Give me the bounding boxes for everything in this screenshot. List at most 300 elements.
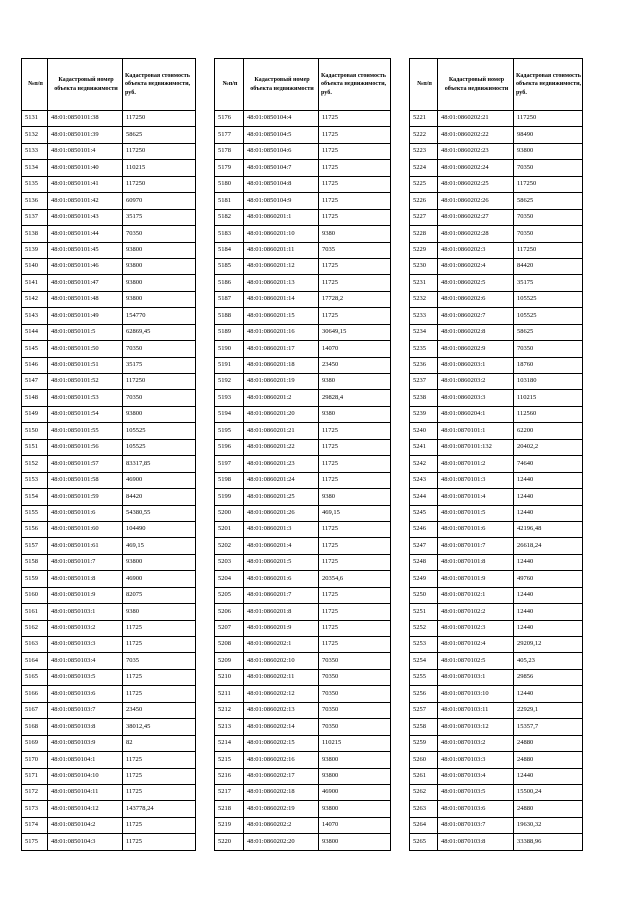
header-cadastral-cost: Кадастровая стоимость объекта недвижимости, руб. (514, 59, 583, 111)
cadastral-number: 48:01:0860201:4 (244, 538, 319, 554)
cadastral-cost: 105525 (514, 308, 583, 324)
cadastral-cost: 70350 (123, 390, 196, 406)
cadastral-cost: 11725 (123, 817, 196, 833)
cadastral-number: 48:01:0860201:20 (244, 406, 319, 422)
table-row (410, 505, 583, 521)
cadastral-number: 48:01:0860201:23 (244, 456, 319, 472)
row-number: 5190 (215, 341, 244, 357)
row-number: 5131 (22, 111, 48, 127)
row-number: 5132 (22, 127, 48, 143)
table-row (215, 801, 391, 817)
cadastral-cost: 11725 (319, 456, 391, 472)
row-number: 5169 (22, 735, 48, 751)
row-number: 5265 (410, 834, 438, 850)
row-number: 5243 (410, 472, 438, 488)
header-cadastral-cost: Кадастровая стоимость объекта недвижимости, руб. (319, 59, 391, 111)
cadastral-cost: 14070 (319, 817, 391, 833)
row-number: 5160 (22, 587, 48, 603)
cadastral-cost: 11725 (319, 637, 391, 653)
table-row (22, 834, 196, 850)
cadastral-cost: 11725 (319, 521, 391, 537)
cadastral-number: 48:01:0850104:5 (244, 127, 319, 143)
row-number: 5195 (215, 423, 244, 439)
cadastral-cost: 93800 (123, 258, 196, 274)
row-number: 5161 (22, 604, 48, 620)
cadastral-cost: 12440 (514, 489, 583, 505)
cadastral-cost: 11725 (319, 258, 391, 274)
row-number: 5244 (410, 489, 438, 505)
table-row (215, 291, 391, 307)
cadastral-number: 48:01:0870103:2 (438, 735, 514, 751)
row-number: 5177 (215, 127, 244, 143)
cadastral-cost: 93800 (123, 554, 196, 570)
row-number: 5245 (410, 505, 438, 521)
table-row (215, 160, 391, 176)
cadastral-cost: 15357,7 (514, 719, 583, 735)
cadastral-number: 48:01:0860202:8 (438, 324, 514, 340)
row-number: 5252 (410, 620, 438, 636)
header-cadastral-number: Кадастровый номер объекта недвижимости (438, 59, 514, 111)
cadastral-cost: 93800 (319, 768, 391, 784)
row-number: 5242 (410, 456, 438, 472)
row-number: 5221 (410, 111, 438, 127)
cadastral-cost: 117250 (514, 176, 583, 192)
cadastral-cost: 11725 (319, 439, 391, 455)
cadastral-number: 48:01:0870103:7 (438, 817, 514, 833)
row-number: 5134 (22, 160, 48, 176)
row-number: 5214 (215, 735, 244, 751)
row-number: 5189 (215, 324, 244, 340)
cadastral-cost: 154770 (123, 308, 196, 324)
header-cadastral-number: Кадастровый номер объекта недвижимости (48, 59, 123, 111)
cadastral-number: 48:01:0860202:27 (438, 209, 514, 225)
row-number: 5250 (410, 587, 438, 603)
table-row (410, 127, 583, 143)
cadastral-cost: 110215 (514, 390, 583, 406)
table-row (410, 456, 583, 472)
table-row (22, 669, 196, 685)
table-row (410, 406, 583, 422)
row-number: 5247 (410, 538, 438, 554)
cadastral-cost: 33388,96 (514, 834, 583, 850)
row-number: 5208 (215, 637, 244, 653)
cadastral-number: 48:01:0870103:8 (438, 834, 514, 850)
cadastral-number: 48:01:0850104:12 (48, 801, 123, 817)
row-number: 5163 (22, 637, 48, 653)
table-row (22, 653, 196, 669)
cadastral-number: 48:01:0870103:5 (438, 784, 514, 800)
row-number: 5187 (215, 291, 244, 307)
table-row (215, 489, 391, 505)
row-number: 5254 (410, 653, 438, 669)
row-number: 5215 (215, 752, 244, 768)
cadastral-number: 48:01:0860201:25 (244, 489, 319, 505)
row-number: 5178 (215, 143, 244, 159)
cadastral-cost: 35175 (123, 209, 196, 225)
cadastral-number: 48:01:0860202:20 (244, 834, 319, 850)
cadastral-cost: 24880 (514, 801, 583, 817)
cadastral-cost: 70350 (319, 653, 391, 669)
cadastral-number: 48:01:0850101:44 (48, 226, 123, 242)
row-number: 5141 (22, 275, 48, 291)
row-number: 5216 (215, 768, 244, 784)
row-number: 5171 (22, 768, 48, 784)
cadastral-number: 48:01:0850101:57 (48, 456, 123, 472)
cadastral-number: 48:01:0860201:18 (244, 357, 319, 373)
cadastral-cost: 11725 (123, 834, 196, 850)
cadastral-number: 48:01:0850101:47 (48, 275, 123, 291)
cadastral-cost: 93800 (123, 275, 196, 291)
cadastral-cost: 62869,45 (123, 324, 196, 340)
row-number: 5201 (215, 521, 244, 537)
row-number: 5234 (410, 324, 438, 340)
table-row (22, 604, 196, 620)
cadastral-cost: 93800 (123, 242, 196, 258)
table-row (22, 735, 196, 751)
row-number: 5135 (22, 176, 48, 192)
row-number: 5191 (215, 357, 244, 373)
table-row (22, 143, 196, 159)
cadastral-cost: 35175 (514, 275, 583, 291)
table-row (215, 423, 391, 439)
cadastral-cost: 11725 (319, 160, 391, 176)
row-number: 5186 (215, 275, 244, 291)
table-row (410, 784, 583, 800)
row-number: 5218 (215, 801, 244, 817)
header-number: №п/п (22, 59, 48, 111)
table-row (22, 423, 196, 439)
row-number: 5157 (22, 538, 48, 554)
table-row (215, 784, 391, 800)
cadastral-cost: 12440 (514, 554, 583, 570)
cadastral-number: 48:01:0860202:4 (438, 258, 514, 274)
row-number: 5263 (410, 801, 438, 817)
cadastral-number: 48:01:0850103:7 (48, 702, 123, 718)
row-number: 5228 (410, 226, 438, 242)
cadastral-cost: 12440 (514, 604, 583, 620)
row-number: 5248 (410, 554, 438, 570)
row-number: 5193 (215, 390, 244, 406)
cadastral-number: 48:01:0870103:3 (438, 752, 514, 768)
table-row (410, 439, 583, 455)
cadastral-cost: 46900 (123, 571, 196, 587)
row-number: 5264 (410, 817, 438, 833)
cadastral-cost: 11725 (319, 472, 391, 488)
row-number: 5223 (410, 143, 438, 159)
table-row (410, 160, 583, 176)
cadastral-cost: 83317,85 (123, 456, 196, 472)
cadastral-cost: 104490 (123, 521, 196, 537)
cadastral-cost: 117250 (514, 111, 583, 127)
table-row (410, 176, 583, 192)
cadastral-number: 48:01:0850101:38 (48, 111, 123, 127)
row-number: 5150 (22, 423, 48, 439)
table-row (215, 258, 391, 274)
cadastral-number: 48:01:0860201:5 (244, 554, 319, 570)
cadastral-number: 48:01:0860201:17 (244, 341, 319, 357)
header-number: №п/п (410, 59, 438, 111)
table-row (215, 308, 391, 324)
row-number: 5233 (410, 308, 438, 324)
table-row (410, 620, 583, 636)
table-row (215, 604, 391, 620)
row-number: 5183 (215, 226, 244, 242)
table-row (22, 127, 196, 143)
cadastral-number: 48:01:0860202:7 (438, 308, 514, 324)
cadastral-cost: 110215 (319, 735, 391, 751)
row-number: 5175 (22, 834, 48, 850)
table-row (22, 242, 196, 258)
cadastral-cost: 84420 (123, 489, 196, 505)
cadastral-cost: 9380 (123, 604, 196, 620)
cadastral-number: 48:01:0860201:7 (244, 587, 319, 603)
row-number: 5146 (22, 357, 48, 373)
row-number: 5256 (410, 686, 438, 702)
cadastral-cost: 11725 (319, 538, 391, 554)
table-row (410, 209, 583, 225)
cadastral-number: 48:01:0850101:39 (48, 127, 123, 143)
cadastral-cost: 84420 (514, 258, 583, 274)
cadastral-cost: 82075 (123, 587, 196, 603)
cadastral-number: 48:01:0850104:3 (48, 834, 123, 850)
table-row (410, 374, 583, 390)
row-number: 5167 (22, 702, 48, 718)
cadastral-number: 48:01:0870101:1 (438, 423, 514, 439)
cadastral-cost: 60970 (123, 193, 196, 209)
cadastral-cost: 46900 (319, 784, 391, 800)
table-row (22, 571, 196, 587)
cadastral-number: 48:01:0850103:3 (48, 637, 123, 653)
row-number: 5172 (22, 784, 48, 800)
table-row (410, 324, 583, 340)
table-row (215, 752, 391, 768)
row-number: 5185 (215, 258, 244, 274)
cadastral-number: 48:01:0850101:42 (48, 193, 123, 209)
cadastral-cost: 12440 (514, 472, 583, 488)
cadastral-cost: 93800 (319, 752, 391, 768)
row-number: 5258 (410, 719, 438, 735)
cadastral-number: 48:01:0850101:4 (48, 143, 123, 159)
cadastral-number: 48:01:0860202:18 (244, 784, 319, 800)
row-number: 5255 (410, 669, 438, 685)
cadastral-cost: 82 (123, 735, 196, 751)
cadastral-number: 48:01:0870101:2 (438, 456, 514, 472)
cadastral-number: 48:01:0860202:23 (438, 143, 514, 159)
table-row (215, 587, 391, 603)
cadastral-number: 48:01:0860202:2 (244, 817, 319, 833)
table-row (22, 538, 196, 554)
row-number: 5176 (215, 111, 244, 127)
row-number: 5174 (22, 817, 48, 833)
table-row (410, 226, 583, 242)
row-number: 5227 (410, 209, 438, 225)
cadastral-cost: 12440 (514, 587, 583, 603)
cadastral-cost: 70350 (514, 341, 583, 357)
cadastral-number: 48:01:0860202:12 (244, 686, 319, 702)
cadastral-number: 48:01:0850101:58 (48, 472, 123, 488)
table-row (215, 735, 391, 751)
table-row (410, 143, 583, 159)
row-number: 5199 (215, 489, 244, 505)
row-number: 5153 (22, 472, 48, 488)
table-row (215, 324, 391, 340)
cadastral-number: 48:01:0860202:10 (244, 653, 319, 669)
cadastral-number: 48:01:0850101:51 (48, 357, 123, 373)
row-number: 5231 (410, 275, 438, 291)
cadastral-number: 48:01:0860202:19 (244, 801, 319, 817)
table-row (215, 242, 391, 258)
table-row (410, 193, 583, 209)
table-row (410, 571, 583, 587)
table-row (22, 226, 196, 242)
cadastral-number: 48:01:0860201:13 (244, 275, 319, 291)
table-row (215, 209, 391, 225)
row-number: 5239 (410, 406, 438, 422)
cadastral-cost: 11725 (123, 637, 196, 653)
cadastral-number: 48:01:0870102:4 (438, 637, 514, 653)
row-number: 5213 (215, 719, 244, 735)
cadastral-cost: 29856 (514, 669, 583, 685)
cadastral-cost: 11725 (123, 686, 196, 702)
table-row (410, 587, 583, 603)
row-number: 5222 (410, 127, 438, 143)
cadastral-number: 48:01:0870103:4 (438, 768, 514, 784)
row-number: 5236 (410, 357, 438, 373)
cadastral-number: 48:01:0870103:6 (438, 801, 514, 817)
row-number: 5154 (22, 489, 48, 505)
cadastral-number: 48:01:0860201:21 (244, 423, 319, 439)
cadastral-number: 48:01:0860203:2 (438, 374, 514, 390)
table-row (215, 521, 391, 537)
cadastral-number: 48:01:0850103:5 (48, 669, 123, 685)
cadastral-number: 48:01:0850101:50 (48, 341, 123, 357)
cadastral-cost: 12440 (514, 505, 583, 521)
table-row (215, 719, 391, 735)
cadastral-number: 48:01:0850101:8 (48, 571, 123, 587)
table-row (215, 226, 391, 242)
table-row (410, 472, 583, 488)
table-row (22, 357, 196, 373)
cadastral-cost: 103180 (514, 374, 583, 390)
cadastral-cost: 11725 (319, 604, 391, 620)
cadastral-cost: 11725 (123, 784, 196, 800)
table-row (410, 702, 583, 718)
row-number: 5241 (410, 439, 438, 455)
cadastral-number: 48:01:0860201:3 (244, 521, 319, 537)
row-number: 5182 (215, 209, 244, 225)
row-number: 5260 (410, 752, 438, 768)
row-number: 5165 (22, 669, 48, 685)
cadastral-number: 48:01:0850103:9 (48, 735, 123, 751)
cadastral-cost: 70350 (319, 669, 391, 685)
cadastral-number: 48:01:0860202:1 (244, 637, 319, 653)
table-row (215, 374, 391, 390)
row-number: 5192 (215, 374, 244, 390)
table-row (22, 554, 196, 570)
table-row (215, 702, 391, 718)
cadastral-number: 48:01:0850104:6 (244, 143, 319, 159)
table-row (410, 489, 583, 505)
table-row (22, 637, 196, 653)
table-row (410, 669, 583, 685)
cadastral-number: 48:01:0850101:5 (48, 324, 123, 340)
cadastral-number: 48:01:0860201:15 (244, 308, 319, 324)
table-row (410, 686, 583, 702)
row-number: 5206 (215, 604, 244, 620)
row-number: 5249 (410, 571, 438, 587)
cadastral-cost: 12440 (514, 686, 583, 702)
cadastral-cost: 23450 (123, 702, 196, 718)
cadastral-cost: 58625 (514, 324, 583, 340)
table-row (410, 637, 583, 653)
cadastral-cost: 93800 (123, 406, 196, 422)
table-row (22, 176, 196, 192)
cadastral-number: 48:01:0870101:4 (438, 489, 514, 505)
table-row (22, 587, 196, 603)
table-row (22, 489, 196, 505)
cadastral-cost: 70350 (319, 702, 391, 718)
cadastral-cost: 93800 (123, 291, 196, 307)
cadastral-cost: 11725 (123, 669, 196, 685)
row-number: 5257 (410, 702, 438, 718)
table-row (22, 324, 196, 340)
cadastral-cost: 58625 (123, 127, 196, 143)
table-row (22, 784, 196, 800)
row-number: 5155 (22, 505, 48, 521)
cadastral-cost: 9380 (319, 406, 391, 422)
cadastral-cost: 105525 (123, 439, 196, 455)
cadastral-number: 48:01:0850104:1 (48, 752, 123, 768)
row-number: 5238 (410, 390, 438, 406)
table-row (410, 357, 583, 373)
cadastral-cost: 11725 (319, 275, 391, 291)
cadastral-number: 48:01:0870101:5 (438, 505, 514, 521)
table-row (215, 439, 391, 455)
cadastral-cost: 469,15 (123, 538, 196, 554)
cadastral-cost: 11725 (319, 423, 391, 439)
table-row (22, 439, 196, 455)
cadastral-cost: 469,15 (319, 505, 391, 521)
cadastral-cost: 12440 (514, 620, 583, 636)
cadastral-number: 48:01:0870101:132 (438, 439, 514, 455)
cadastral-cost: 11725 (319, 308, 391, 324)
cadastral-number: 48:01:0860204:1 (438, 406, 514, 422)
cadastral-number: 48:01:0850103:2 (48, 620, 123, 636)
cadastral-cost: 117250 (123, 111, 196, 127)
cadastral-cost: 29828,4 (319, 390, 391, 406)
row-number: 5180 (215, 176, 244, 192)
table-row (215, 505, 391, 521)
cadastral-cost: 18760 (514, 357, 583, 373)
cadastral-cost: 405,23 (514, 653, 583, 669)
row-number: 5149 (22, 406, 48, 422)
table-row (215, 127, 391, 143)
row-number: 5230 (410, 258, 438, 274)
row-number: 5246 (410, 521, 438, 537)
cadastral-cost: 9380 (319, 489, 391, 505)
cadastral-number: 48:01:0860201:6 (244, 571, 319, 587)
table-row (22, 719, 196, 735)
cadastral-cost: 11725 (319, 143, 391, 159)
row-number: 5158 (22, 554, 48, 570)
table-row (410, 817, 583, 833)
cadastral-number: 48:01:0850104:7 (244, 160, 319, 176)
cadastral-number: 48:01:0850101:48 (48, 291, 123, 307)
table-row (22, 111, 196, 127)
row-number: 5207 (215, 620, 244, 636)
table-row (215, 571, 391, 587)
row-number: 5240 (410, 423, 438, 439)
